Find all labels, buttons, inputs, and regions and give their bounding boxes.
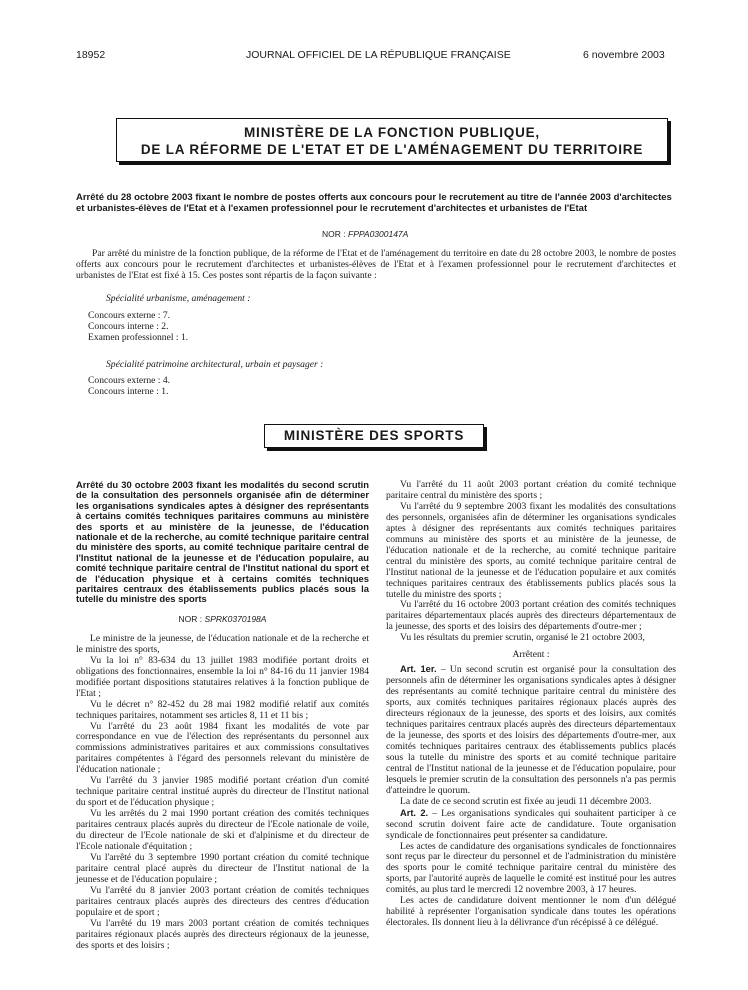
specialty-2-heading: Spécialité patrimoine architectural, urbain et paysager : bbox=[106, 359, 324, 370]
nor-code: SPRK0370198A bbox=[204, 613, 267, 624]
arrete2-title: Arrêté du 30 octobre 2003 fixant les modalités du second scrutin de la consultation des personnels organisée afin de déterminer les organisations syndicales aptes à désigner des représentants à certains comités techniques paritaires communs au ministère des sports et au ministère de la jeunesse, de l'éducation nationale et de la recherche, au comité technique paritaire central du ministère des sports, au comité technique paritaire central de l'Institut national de la jeunesse et de l'éducation populaire, au comité technique paritaire central de l'Institut national du sport et de l'éducation physique et à certains comités techniques paritaires centraux des établissements publics placés sous la tutelle du ministre des sports bbox=[76, 479, 369, 605]
specialty-2-line: Concours interne : 1. bbox=[88, 386, 169, 397]
journal-title: JOURNAL OFFICIEL DE LA RÉPUBLIQUE FRANÇAISE bbox=[246, 49, 511, 61]
article-1-date: La date de ce second scrutin est fixée au jeudi 11 décembre 2003. bbox=[400, 795, 652, 807]
paragraph: Vu l'arrêté du 11 août 2003 portant création du comité technique paritaire central du ministère des sports ; bbox=[386, 479, 676, 501]
nor-code: FPPA0300147A bbox=[348, 229, 409, 239]
paragraph: Les actes de candidature doivent mentionner le nom d'un délégué habilité à représenter l'organisation syndicale dans toutes les opérations électorales. Ils donnent lieu à la délivrance d'un récépissé à ce délégué. bbox=[386, 895, 676, 929]
article-2 bbox=[386, 808, 676, 842]
paragraph: Vu l'arrêté du 23 août 1984 fixant les modalités de vote par correspondance en vue de l'élection des représentants du personnel aux commissions administratives paritaires et aux commissions consultatives paritaires compétentes à l'égard des personnels relevant du ministère de l'éducation nationale ; bbox=[76, 720, 369, 776]
article-1-text: – Un second scrutin est organisé pour la consultation des personnels afin de déterminer les organisations syndicales aptes à désigner des représentants au comité technique paritaire central du ministère des sports, aux comités techniques paritaires régionaux placés auprès des directeurs régionaux de la jeunesse, des sports et des loisirs, aux comités techniques paritaires centraux placés auprès des directeurs départementaux de la jeunesse, des sports et des loisirs des départements d'outre-mer, aux comités techniques paritaires centraux des établissements publics placés sous la tutelle du ministre des sports et au comité technique paritaire central de l'Institut national de la jeunesse et de l'éducation populaire, pour lesquels le premier scrutin de la consultation des personnels n'a pas permis d'atteindre le quorum. bbox=[386, 664, 677, 796]
ministry-sports-heading: MINISTÈRE DES SPORTS bbox=[283, 428, 465, 443]
paragraph: Les actes de candidature des organisations syndicales de fonctionnaires sont reçus par le directeur du personnel et de l'administration du ministère des sports pour le comité technique paritaire central du ministère des sports, par l'autorité auprès de laquelle le comité est institué pour les autres comités, au plus tard le mercredi 12 novembre 2003, à 17 heures. bbox=[386, 840, 676, 896]
article-2-text: – Les organisations syndicales qui souhaitent participer à ce second scrutin doivent faire acte de candidature. Toute organisation syndicale de fonctionnaires peut présenter sa candidature. bbox=[386, 807, 676, 841]
paragraph: Vu la loi n° 83-634 du 13 juillet 1983 modifiée portant droits et obligations des fonctionnaires, ensemble la loi n° 84-16 du 11 janvier 1984 modifiée portant dispositions statutaires relatives à la fonction publique de l'Etat ; bbox=[76, 654, 369, 699]
nor-label: NOR : bbox=[322, 229, 346, 239]
arrete1-nor bbox=[322, 229, 408, 239]
paragraph: Vu le décret n° 82-452 du 28 mai 1982 modifié relatif aux comités techniques paritaires, notamment ses articles 8, 11 et 11 bis ; bbox=[76, 698, 369, 721]
ministry-heading-line2: DE LA RÉFORME DE L'ETAT ET DE L'AMÉNAGEMENT DU TERRITOIRE bbox=[140, 142, 644, 157]
paragraph: Vu les résultats du premier scrutin, organisé le 21 octobre 2003, bbox=[400, 632, 645, 644]
ministry-heading-box bbox=[116, 118, 668, 162]
visas-left bbox=[76, 634, 369, 952]
specialty-2-line: Concours externe : 4. bbox=[88, 375, 171, 386]
specialty-1-line: Concours interne : 2. bbox=[88, 321, 169, 332]
specialty-1-line: Examen professionnel : 1. bbox=[88, 332, 189, 343]
publication-date: 6 novembre 2003 bbox=[583, 49, 665, 61]
specialty-1-line: Concours externe : 7. bbox=[88, 310, 171, 321]
arretent-heading: Arrêtent : bbox=[512, 649, 550, 661]
arrete2-nor bbox=[76, 614, 369, 624]
paragraph: Vu l'arrêté du 3 janvier 1985 modifié portant création d'un comité technique paritaire central institué auprès du directeur de l'Institut national du sport et de l'éducation physique ; bbox=[76, 775, 369, 809]
ministry-sports-heading-box bbox=[264, 424, 484, 448]
article-1-label: Art. 1er. bbox=[400, 664, 437, 675]
paragraph: Vu l'arrêté du 3 septembre 1990 portant création du comité technique paritaire central placé auprès du directeur de l'Institut national de la jeunesse et de l'éducation populaire ; bbox=[76, 851, 369, 885]
paragraph: Vu l'arrêté du 8 janvier 2003 portant création de comités techniques paritaires centraux placés auprès des directeurs des centres d'éducation populaire et de sport ; bbox=[76, 884, 369, 918]
ministry-heading-line1: MINISTÈRE DE LA FONCTION PUBLIQUE, bbox=[244, 125, 540, 140]
right-column bbox=[386, 480, 676, 929]
specialty-1-heading: Spécialité urbanisme, aménagement : bbox=[106, 293, 251, 304]
article-2-label: Art. 2. bbox=[400, 807, 429, 818]
article-1 bbox=[386, 664, 676, 796]
paragraph: Vu l'arrêté du 19 mars 2003 portant création de comités techniques paritaires régionaux placés auprès des directeurs régionaux de la jeunesse, des sports et des loisirs ; bbox=[76, 917, 369, 951]
nor-label: NOR : bbox=[178, 613, 203, 624]
paragraph: Le ministre de la jeunesse, de l'éducation nationale et de la recherche et le ministre des sports, bbox=[76, 632, 369, 655]
paragraph: Vu l'arrêté du 16 octobre 2003 portant création des comités techniques paritaires départementaux placés auprès des directeurs départementaux de la jeunesse, des sports et des loisirs des départements d'outre-mer ; bbox=[386, 599, 676, 633]
paragraph: Vu l'arrêté du 9 septembre 2003 fixant les modalités des consultations des personnels, organisées afin de déterminer les organisations syndicales aptes à désigner des représentants aux comités techniques paritaires communs au ministère des sports et au ministère de la jeunesse, de l'éducation nationale et de la recherche, au comité technique paritaire central du ministère des sports, au comité technique paritaire central de l'Institut national de la jeunesse et de l'éducation populaire et aux comités techniques paritaires centraux des établissements publics placés sous la tutelle du ministre des sports ; bbox=[386, 500, 676, 600]
left-column bbox=[76, 480, 369, 952]
page-number: 18952 bbox=[76, 49, 106, 61]
paragraph: Vu les arrêtés du 2 mai 1990 portant création des comités techniques paritaires centraux placés auprès du directeur de l'Ecole nationale de voile, du directeur de l'Ecole nationale de ski et d'alpinisme et du directeur de l'Ecole nationale d'équitation ; bbox=[76, 808, 369, 852]
arrete1-intro: Par arrêté du ministre de la fonction publique, de la réforme de l'Etat et de l'aménagement du territoire en date du 28 octobre 2003, le nombre de postes offerts aux concours pour le recrutement d'architectes et urbanistes-élèves de l'Etat et à l'examen professionnel pour le recrutement d'architectes et urbanistes de l'Etat est fixé à 15. Ces postes sont répartis de la façon suivante : bbox=[76, 248, 676, 281]
arrete1-title: Arrêté du 28 octobre 2003 fixant le nombre de postes offerts aux concours pour le recrutement au titre de l'année 2003 d'architectes et urbanistes-élèves de l'Etat et à l'examen professionnel pour le recrutement d'architectes et urbanistes de l'Etat bbox=[76, 192, 672, 214]
